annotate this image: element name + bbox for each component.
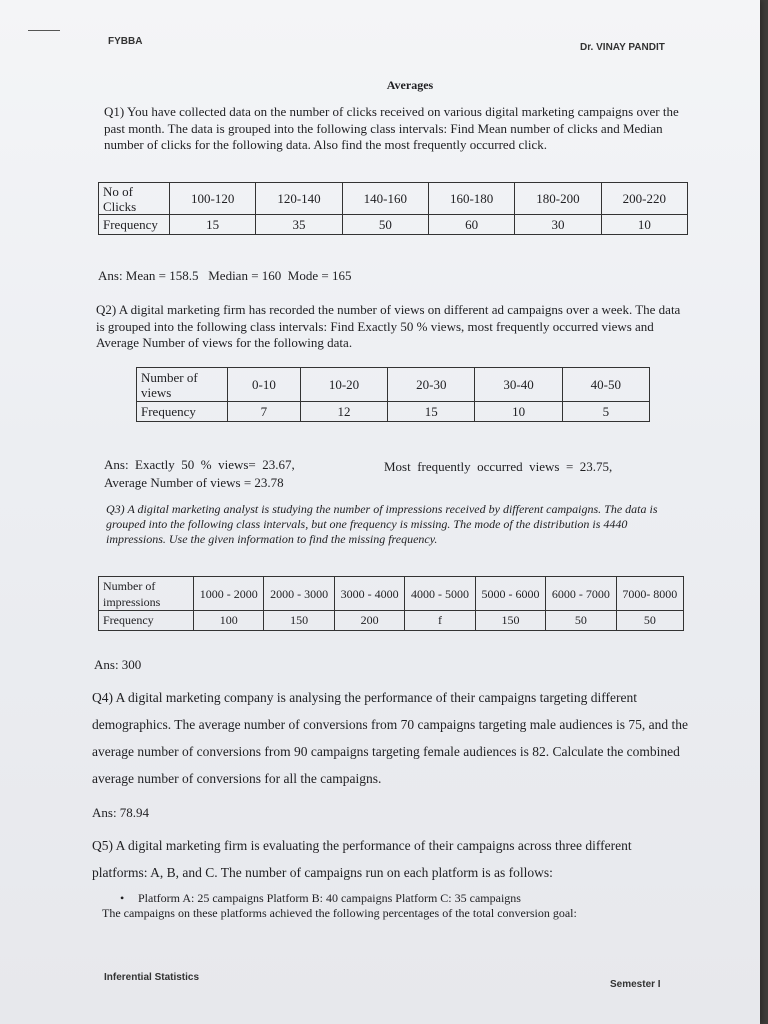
q3-freq-cell: 150	[475, 611, 545, 631]
q1-freq-cell: 35	[256, 215, 342, 235]
q3-class-cell: 7000- 8000	[616, 577, 683, 611]
q5-bullet-item	[120, 891, 690, 906]
q1-freq-cell: 10	[601, 215, 687, 235]
q2-freq-label: Frequency	[137, 402, 228, 422]
footer-right: Semester I	[610, 979, 661, 990]
q3-class-cell: 1000 - 2000	[194, 577, 264, 611]
q3-answer: Ans: 300	[94, 657, 142, 672]
q2-freq-row	[137, 402, 650, 422]
q1-class-cell: 100-120	[170, 183, 256, 215]
question-4-text: Q4) A digital marketing company is analysing the performance of their campaigns targeting different demographics. The average number of conversions from 70 campaigns targeting male audiences is 75, and the average number of conversions from 90 campaigns targeting female audiences is 82. Calculate the combined average number of conversions for all the campaigns.	[92, 690, 688, 786]
q2-row-label: Number of views	[137, 368, 228, 402]
q2-freq-cell: 7	[228, 402, 301, 422]
q2-freq-cell: 15	[388, 402, 475, 422]
bullet-icon: •	[120, 891, 125, 905]
q2-class-cell: 10-20	[300, 368, 387, 402]
q3-freq-row	[99, 611, 684, 631]
q1-class-row	[99, 183, 688, 215]
page-title: Averages	[386, 78, 434, 92]
q2-table	[136, 367, 650, 422]
q1-class-cell: 160-180	[428, 183, 514, 215]
q3-table	[98, 576, 684, 631]
q3-freq-cell: 50	[546, 611, 616, 631]
q2-freq-cell: 12	[300, 402, 387, 422]
q3-class-cell: 5000 - 6000	[475, 577, 545, 611]
header-left: FYBBA	[108, 36, 143, 47]
question-5-text: Q5) A digital marketing firm is evaluating the performance of their campaigns across three different platforms: A, B, and C. The number of campaigns run on each platform is as follows:	[92, 838, 632, 880]
q3-freq-cell: 150	[264, 611, 334, 631]
q2-class-cell: 40-50	[562, 368, 649, 402]
q1-answer: Ans: Mean = 158.5 Median = 160 Mode = 165	[98, 268, 352, 283]
q3-class-cell: 2000 - 3000	[264, 577, 334, 611]
q2-freq-cell: 5	[562, 402, 649, 422]
q3-class-cell: 3000 - 4000	[334, 577, 404, 611]
q3-freq-label: Frequency	[99, 611, 194, 631]
question-2-text: Q2) A digital marketing firm has recorded the number of views on different ad campaigns over a week. The data is grouped into the following class intervals: Find Exactly 50 % views, most frequently occurred views and Average Number of views for the following data.	[96, 302, 681, 350]
q1-table	[98, 182, 688, 235]
q2-class-cell: 0-10	[228, 368, 301, 402]
q4-answer: Ans: 78.94	[92, 805, 150, 820]
q2-answer-line-2: Average Number of views = 23.78	[104, 475, 284, 490]
q5-bullet-text: Platform A: 25 campaigns Platform B: 40 campaigns Platform C: 35 campaigns	[138, 891, 521, 905]
q2-class-cell: 30-40	[475, 368, 562, 402]
margin-mark	[28, 30, 60, 31]
q2-answer-part-2: Most frequently occurred views = 23.75,	[384, 459, 613, 474]
q3-class-cell: 4000 - 5000	[405, 577, 475, 611]
q3-class-row	[99, 577, 684, 611]
q2-class-cell: 20-30	[388, 368, 475, 402]
q2-freq-cell: 10	[475, 402, 562, 422]
question-3-text: Q3) A digital marketing analyst is studying the number of impressions received by different campaigns. The data is grouped into the following class intervals, but one frequency is missing. The mode of the distribution is 4440 impressions. Use the given information to find the missing frequency.	[106, 502, 658, 546]
q3-class-cell: 6000 - 7000	[546, 577, 616, 611]
q2-answer-part-1: Ans: Exactly 50 % views= 23.67,	[104, 457, 295, 472]
q2-class-row	[137, 368, 650, 402]
q1-freq-row	[99, 215, 688, 235]
q3-freq-cell: 50	[616, 611, 683, 631]
footer-left: Inferential Statistics	[104, 972, 200, 983]
question-1-text: Q1) You have collected data on the number of clicks received on various digital marketing campaigns over the past month. The data is grouped into the following class intervals: Find Mean number of clicks and Median number of clicks for the following data. Also find the most frequently occurred click.	[104, 104, 679, 152]
q1-freq-cell: 15	[170, 215, 256, 235]
q1-freq-cell: 60	[428, 215, 514, 235]
q3-freq-cell: 100	[194, 611, 264, 631]
q1-freq-cell: 50	[342, 215, 428, 235]
q1-class-cell: 120-140	[256, 183, 342, 215]
q1-class-cell: 140-160	[342, 183, 428, 215]
q1-row-label: No of Clicks	[99, 183, 170, 215]
q1-freq-cell: 30	[515, 215, 601, 235]
q3-freq-cell: f	[405, 611, 475, 631]
header-right: Dr. VINAY PANDIT	[580, 42, 665, 53]
q1-freq-label: Frequency	[99, 215, 170, 235]
q3-freq-cell: 200	[334, 611, 404, 631]
q1-class-cell: 180-200	[515, 183, 601, 215]
q1-class-cell: 200-220	[601, 183, 687, 215]
q5-continuation-text: The campaigns on these platforms achieved the following percentages of the total conversion goal:	[102, 906, 577, 920]
q3-row-label: Number of impressions	[99, 577, 194, 611]
